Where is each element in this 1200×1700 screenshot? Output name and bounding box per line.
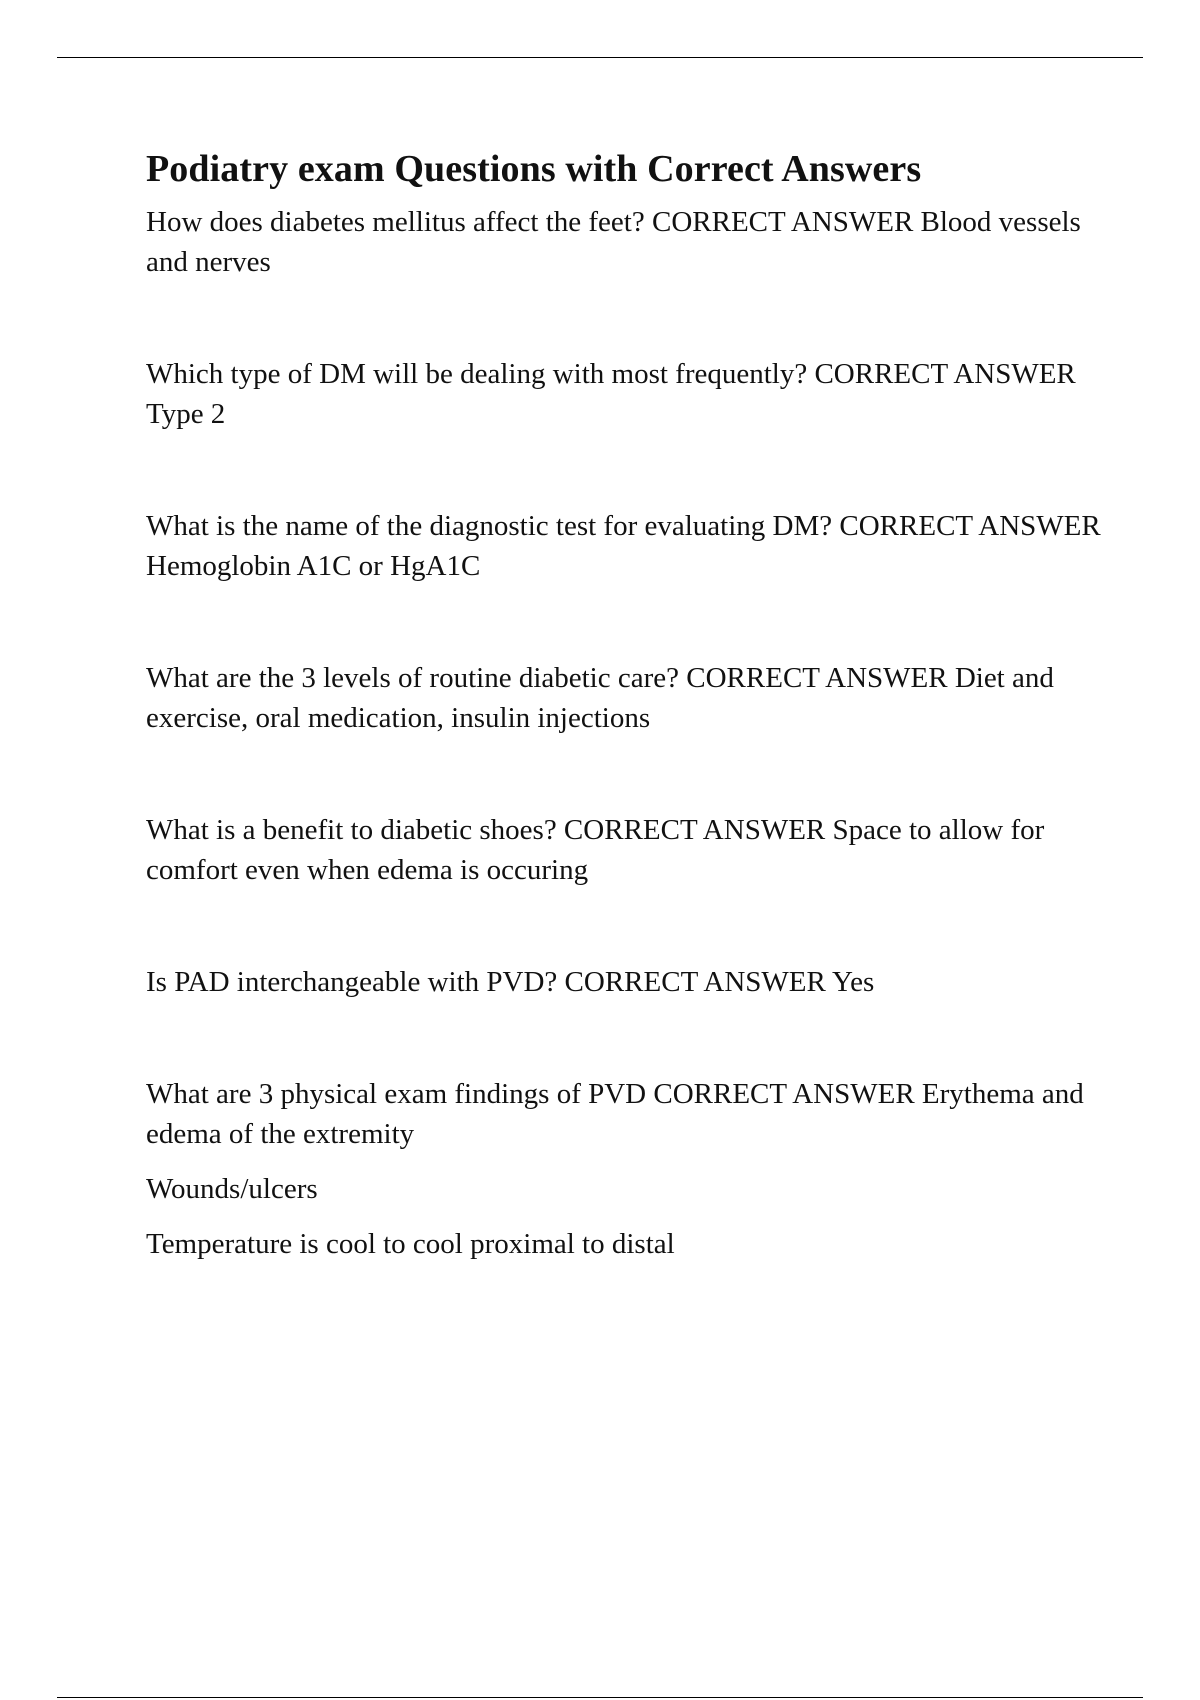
qa-item-7: What are 3 physical exam findings of PVD CORRECT ANSWER Erythema and edema of the extremity — [146, 1078, 1084, 1150]
qa-item-5: What is a benefit to diabetic shoes? CORRECT ANSWER Space to allow for comfort even when edema is occuring — [146, 814, 1045, 886]
qa-item-4: What are the 3 levels of routine diabetic care? CORRECT ANSWER Diet and exercise, oral medication, insulin injections — [146, 662, 1054, 734]
qa-item-7-extra-2: Temperature is cool to cool proximal to distal — [146, 1228, 675, 1260]
bottom-rule — [57, 1697, 1143, 1698]
qa-item-6: Is PAD interchangeable with PVD? CORRECT ANSWER Yes — [146, 966, 875, 998]
qa-item-2: Which type of DM will be dealing with most frequently? CORRECT ANSWER Type 2 — [146, 358, 1076, 430]
qa-item-1: How does diabetes mellitus affect the feet? CORRECT ANSWER Blood vessels and nerves — [146, 206, 1081, 278]
document-body — [146, 146, 1106, 1264]
qa-item-3: What is the name of the diagnostic test for evaluating DM? CORRECT ANSWER Hemoglobin A1C or HgA1C — [146, 510, 1101, 582]
top-rule — [57, 57, 1143, 58]
qa-item-7-extra-1: Wounds/ulcers — [146, 1173, 318, 1205]
document-title: Podiatry exam Questions with Correct Answers — [146, 148, 922, 190]
